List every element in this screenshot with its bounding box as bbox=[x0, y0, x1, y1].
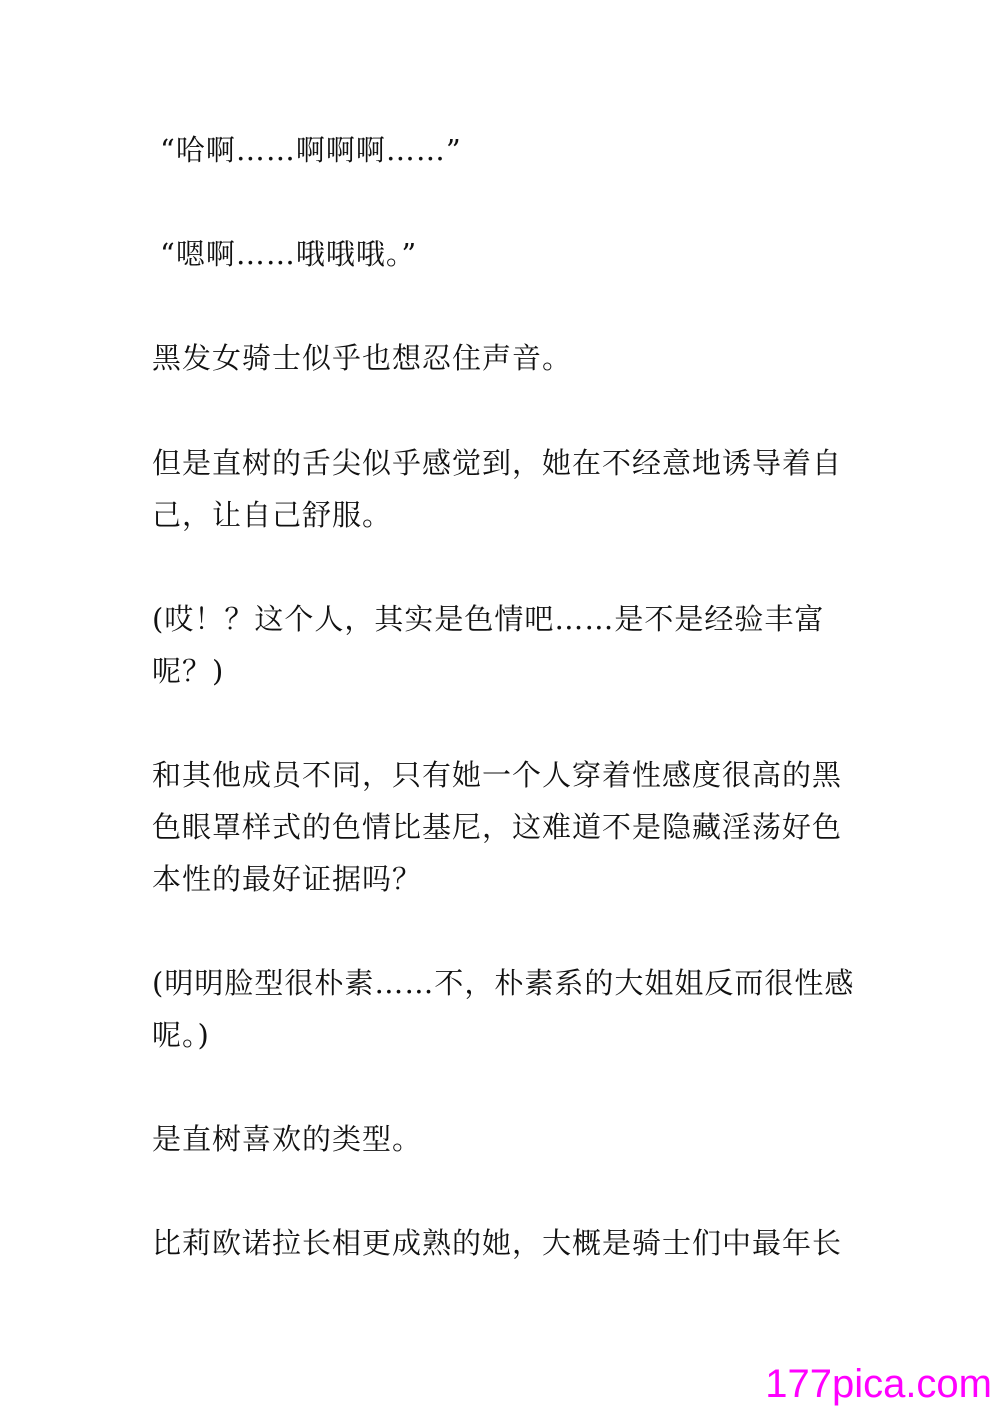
text-line: “嗯啊……哦哦哦。” bbox=[160, 237, 418, 271]
text-line: 呢？) bbox=[152, 654, 225, 688]
text-line: 比莉欧诺拉长相更成熟的她，大概是骑士们中最年长 bbox=[152, 1226, 843, 1260]
text-line: 是直树喜欢的类型。 bbox=[152, 1122, 423, 1156]
paragraph bbox=[152, 437, 852, 541]
paragraph bbox=[152, 1217, 852, 1269]
paragraph bbox=[160, 124, 860, 176]
paragraph bbox=[152, 957, 855, 1061]
paragraph bbox=[152, 332, 852, 384]
paragraph bbox=[152, 749, 852, 905]
paragraph bbox=[152, 593, 852, 697]
text-line: 但是直树的舌尖似乎感觉到，她在不经意地诱导着自 bbox=[152, 446, 843, 480]
text-line: 呢。) bbox=[152, 1018, 210, 1052]
text-line: 和其他成员不同，只有她一个人穿着性感度很高的黑 bbox=[152, 758, 843, 792]
text-line: 本性的最好证据吗？ bbox=[152, 862, 423, 896]
paragraph bbox=[160, 228, 860, 280]
text-line: 色眼罩样式的色情比基尼，这难道不是隐藏淫荡好色 bbox=[152, 810, 843, 844]
text-line: (明明脸型很朴素……不，朴素系的大姐姐反而很性感 bbox=[152, 966, 855, 1000]
text-line: 己，让自己舒服。 bbox=[152, 498, 393, 532]
paragraph bbox=[152, 1113, 852, 1165]
text-line: 黑发女骑士似乎也想忍住声音。 bbox=[152, 341, 573, 375]
text-line: “哈啊……啊啊啊……” bbox=[160, 133, 462, 167]
text-line: (哎！？这个人，其实是色情吧……是不是经验丰富 bbox=[152, 602, 825, 636]
watermark-text: 177pica.com bbox=[765, 1362, 992, 1406]
